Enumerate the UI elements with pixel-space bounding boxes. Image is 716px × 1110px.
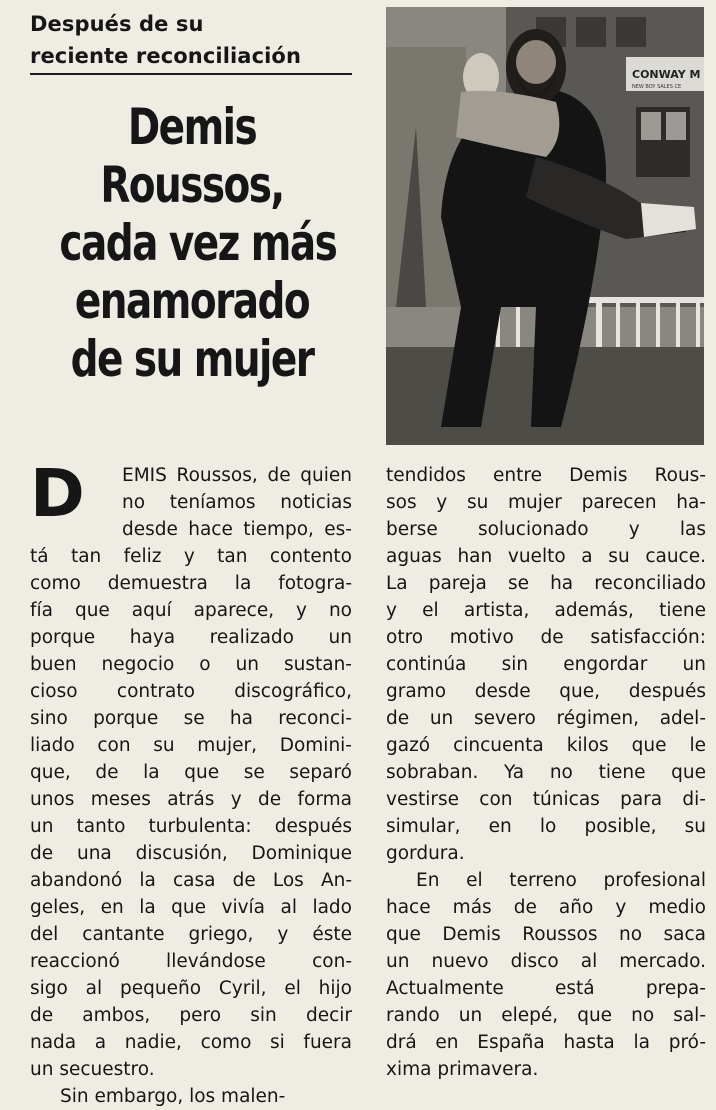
headline-line: Roussos, bbox=[100, 156, 284, 214]
article-line: En el terreno profesional bbox=[416, 870, 706, 891]
dropcap: D bbox=[30, 455, 85, 532]
article-line: desde hace tiempo, es- bbox=[122, 519, 352, 540]
article-line: otro motivo de satisfacción: bbox=[386, 627, 706, 648]
article-column-2 bbox=[386, 462, 706, 1083]
article-line: gramo desde que, después bbox=[386, 681, 706, 702]
article-line: La pareja se ha reconciliado bbox=[386, 573, 706, 594]
article-line: EMIS Roussos, de quien bbox=[122, 465, 352, 486]
article-line: sino porque se ha reconci- bbox=[30, 708, 352, 729]
article-line: reaccionó llevándose con- bbox=[30, 951, 352, 972]
article-line: sos y su mujer parecen ha- bbox=[386, 492, 706, 513]
article-line: gazó cincuenta kilos que le bbox=[386, 735, 706, 756]
article-line: de una discusión, Dominique bbox=[30, 843, 352, 864]
article-line: sobraban. Ya no tiene que bbox=[386, 762, 706, 783]
article-line: cioso contrato discográfico, bbox=[30, 681, 352, 702]
article-line: que, de la que se separó bbox=[30, 762, 352, 783]
article-line: liado con su mujer, Domini- bbox=[30, 735, 352, 756]
article-line: como demuestra la fotogra- bbox=[30, 573, 352, 594]
article-line: abandonó la casa de Los An- bbox=[30, 870, 352, 891]
headline-line: enamorado bbox=[74, 272, 310, 330]
article-line: nada a nadie, como si fuera bbox=[30, 1032, 352, 1053]
article-line: un secuestro. bbox=[30, 1059, 155, 1080]
kicker-rule bbox=[30, 73, 352, 75]
article-line: buen negocio o un sustan- bbox=[30, 654, 352, 675]
headline-line: cada vez más bbox=[59, 214, 337, 272]
kicker bbox=[30, 8, 352, 72]
sign-subtext: NEW BOY SALES CE bbox=[632, 84, 682, 90]
article-line: continúa sin engordar un bbox=[386, 654, 706, 675]
sign-text: CONWAY M bbox=[632, 68, 701, 81]
article-line: fía que aquí aparece, y no bbox=[30, 600, 352, 621]
article-line: porque haya realizado un bbox=[30, 627, 352, 648]
photo bbox=[386, 7, 704, 445]
article-line: vestirse con túnicas para di- bbox=[386, 789, 706, 810]
article-line: aguas han vuelto a su cauce. bbox=[386, 546, 706, 567]
article-line: sigo al pequeño Cyril, el hijo bbox=[30, 978, 352, 999]
article-line: gordura. bbox=[386, 843, 465, 864]
article-line: geles, en la que vivía al lado bbox=[30, 897, 352, 918]
headline-line: Demis bbox=[127, 98, 257, 156]
article-line: no teníamos noticias bbox=[122, 492, 352, 513]
article-line: de ambos, pero sin decir bbox=[30, 1005, 352, 1026]
article-line: simular, en lo posible, su bbox=[386, 816, 706, 837]
article-column-1 bbox=[30, 455, 352, 1110]
article-line: rando un elepé, que no sal- bbox=[386, 1005, 706, 1026]
article-line: y el artista, además, tiene bbox=[386, 600, 706, 621]
article-line: drá en España hasta la pró- bbox=[386, 1032, 706, 1053]
article-line: de un severo régimen, adel- bbox=[386, 708, 706, 729]
photo-illustration bbox=[386, 7, 704, 445]
headline-line: de su mujer bbox=[70, 330, 314, 388]
article-line: unos meses atrás y de forma bbox=[30, 789, 352, 810]
article-line: Actualmente está prepa- bbox=[386, 978, 706, 999]
headline bbox=[59, 98, 337, 388]
article-line: tá tan feliz y tan contento bbox=[30, 546, 352, 567]
article-line: berse solucionado y las bbox=[386, 519, 706, 540]
article-line: xima primavera. bbox=[386, 1059, 539, 1080]
article-line: un tanto turbulenta: después bbox=[30, 816, 352, 837]
article-line: un nuevo disco al mercado. bbox=[386, 951, 706, 972]
kicker-line: Después de su bbox=[30, 12, 204, 36]
kicker-line: reciente reconciliación bbox=[30, 44, 301, 68]
article-line: del cantante griego, y éste bbox=[30, 924, 352, 945]
article-line: hace más de año y medio bbox=[386, 897, 706, 918]
article-line: tendidos entre Demis Rous- bbox=[386, 465, 706, 486]
article-line: Sin embargo, los malen- bbox=[60, 1086, 286, 1107]
article-line: que Demis Roussos no saca bbox=[386, 924, 706, 945]
